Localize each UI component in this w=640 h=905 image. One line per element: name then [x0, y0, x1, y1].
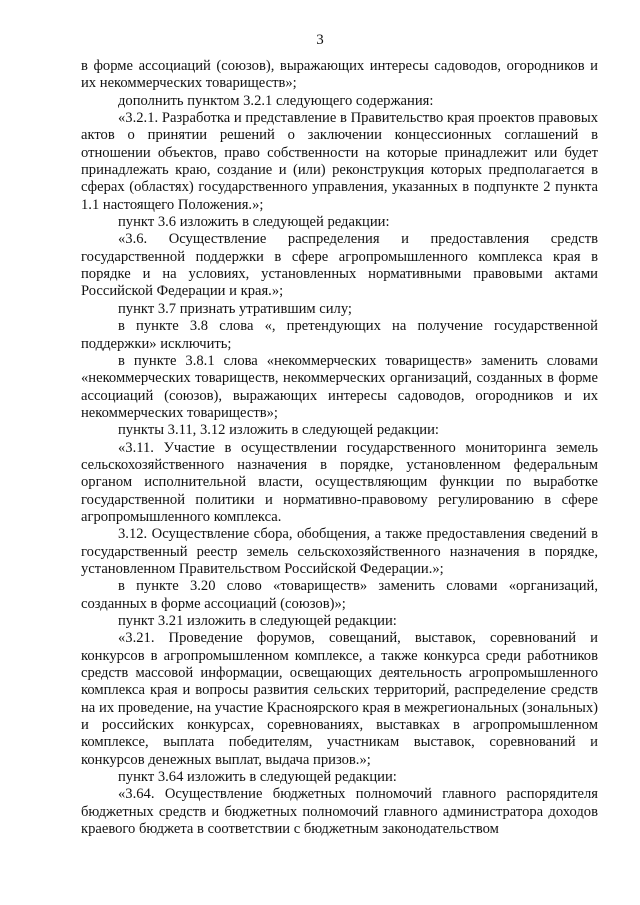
paragraph: «3.2.1. Разработка и представление в Правительство края проектов правовых актов о принятии решений о заключении концессионных соглашений в отношении объектов, право собственности на которые принадлежит или будет принадлежать краю, создание и (или) реконструкция которых предполагается в сферах (областях) государственного управления, указанных в подпункте 2 пункта 1.1 настоящего Положения.»; — [81, 110, 598, 213]
paragraph: пункт 3.21 изложить в следующей редакции: — [118, 613, 397, 629]
document-body — [81, 58, 598, 838]
paragraph: в пункте 3.8 слова «, претендующих на получение государственной поддержки» исключить; — [81, 318, 598, 352]
paragraph: «3.64. Осуществление бюджетных полномочий главного распорядителя бюджетных средств и бюджетных полномочий главного администратора доходов краевого бюджета в соответствии с бюджетным законодательством — [81, 786, 598, 838]
page-number: 3 — [316, 32, 324, 48]
paragraph: «3.6. Осуществление распределения и предоставления средств государственной поддержки в сфере агропромышленного комплекса края в порядке и на условиях, установленных нормативными правовыми актами Российской Федерации и края.»; — [81, 231, 598, 300]
paragraph: пункт 3.6 изложить в следующей редакции: — [118, 214, 390, 231]
paragraph: дополнить пунктом 3.2.1 следующего содержания: — [118, 92, 434, 109]
paragraph: «3.21. Проведение форумов, совещаний, выставок, соревнований и конкурсов в агропромышленном комплексе, а также конкурса среди работников средств массовой информации, освещающих деятельность агропромышленного комплекса края и вопросы развития сельских территорий, распределение средств на их проведение, на участие Красноярского края в межрегиональных (зональных) и российских конкурсах, соревнованиях, выставках в агропромышленном комплексе, выплата победителям, участникам выставок, соревнований и конкурсов денежных выплат, выдача призов.»; — [81, 630, 598, 768]
paragraph: в пункте 3.20 слово «товариществ» заменить словами «организаций, созданных в форме ассоциаций (союзов)»; — [81, 578, 598, 612]
paragraph: в пункте 3.8.1 слова «некоммерческих товариществ» заменить словами «некоммерческих товариществ, некоммерческих организаций, созданных в форме ассоциаций (союзов), выражающих интересы садоводов, огородников и их некоммерческих товариществ»; — [81, 352, 598, 421]
paragraph: пункты 3.11, 3.12 изложить в следующей редакции: — [118, 422, 439, 439]
paragraph: пункт 3.7 признать утратившим силу; — [118, 300, 352, 317]
paragraph: 3.12. Осуществление сбора, обобщения, а также предоставления сведений в государственный реестр земель сельскохозяйственного назначения в порядке, установленном Правительством Российской Федерации.»; — [81, 526, 598, 577]
paragraph: в форме ассоциаций (союзов), выражающих интересы садоводов, огородников и их некоммерческих товариществ»; — [81, 58, 598, 92]
paragraph: «3.11. Участие в осуществлении государственного мониторинга земель сельскохозяйственного назначения в порядке, установленном федеральным органом исполнительной власти, осуществляющим функции по выработке государственной политики и нормативно-правовому регулированию в сфере агропромышленного комплекса. — [81, 439, 598, 525]
paragraph: пункт 3.64 изложить в следующей редакции: — [118, 769, 397, 786]
